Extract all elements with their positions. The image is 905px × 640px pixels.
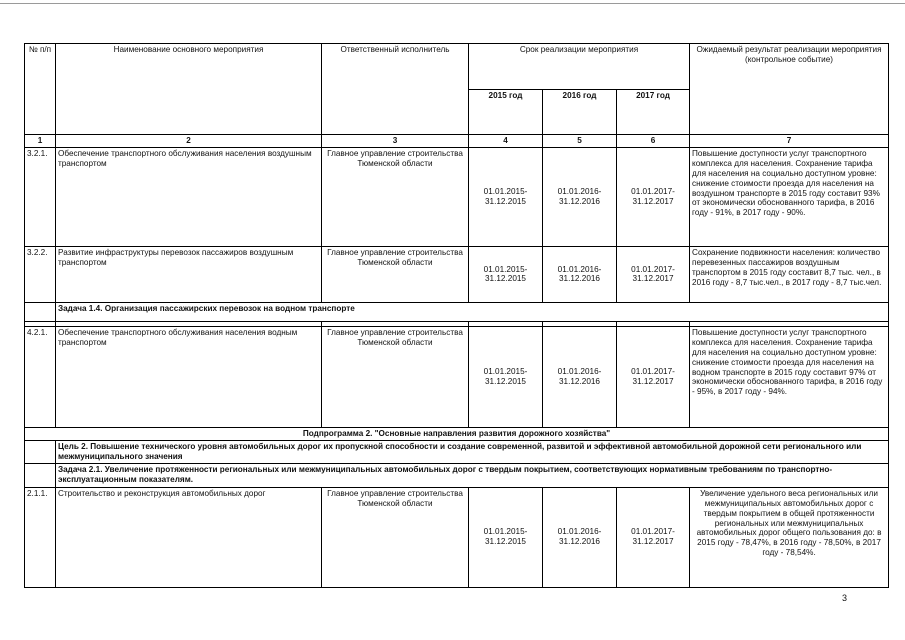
task-row xyxy=(25,463,889,487)
expected-result: Увеличение удельного веса региональных или межмуниципальных автомобильных дорог с твердым покрытием в общей протяженности региональных или межмуниципальных автомобильных дорог общего пользования до: в 2015 году - 78,47%, в 2016 году - 78,50%, в 2017 году - 78,54%. xyxy=(690,487,889,587)
header-num: № п/п xyxy=(25,44,56,135)
period-2016: 01.01.2016-31.12.2016 xyxy=(543,487,617,587)
activity-name: Обеспечение транспортного обслуживания населения воздушным транспортом xyxy=(56,147,322,246)
header-period: Срок реализации мероприятия xyxy=(469,44,690,90)
activity-name: Обеспечение транспортного обслуживания населения водным транспортом xyxy=(56,326,322,427)
row-number: 4.2.1. xyxy=(25,326,56,427)
header-2016: 2016 год xyxy=(543,90,617,135)
scan-artifact-line xyxy=(0,3,905,4)
col-number-7: 7 xyxy=(690,135,889,148)
table-row xyxy=(25,487,889,587)
expected-result: Сохранение подвижности населения: количество перевезенных пассажиров воздушным транспортом в 2015 году составит 8,7 тыс. чел., в 2016 году - 8,7 тыс.чел., в 2017 году - 8,7 тыс.чел. xyxy=(690,246,889,302)
period-2016: 01.01.2016-31.12.2016 xyxy=(543,246,617,302)
period-2017: 01.01.2017-31.12.2017 xyxy=(617,487,690,587)
period-2015: 01.01.2015-31.12.2015 xyxy=(469,246,543,302)
col-number-1: 1 xyxy=(25,135,56,148)
col-number-5: 5 xyxy=(543,135,617,148)
expected-result: Повышение доступности услуг транспортного комплекса для населения. Сохранение тарифа для населения на социально доступном уровне: снижение стоимости проезда для населения на воздушном транспорте в 2015 году составит 93% от экономически обоснованного тарифа, в 2016 году - 91%, в 2017 году - 90%. xyxy=(690,147,889,246)
period-2016: 01.01.2016-31.12.2016 xyxy=(543,147,617,246)
table-row xyxy=(25,326,889,427)
period-2017: 01.01.2017-31.12.2017 xyxy=(617,147,690,246)
expected-result: Повышение доступности услуг транспортного комплекса для населения. Сохранение тарифа для населения на социально доступном уровне: снижение стоимости проезда для населения на водном транспорте в 2015 году составит 97% от экономически обоснованного тарифа, в 2016 году - 95%, в 2017 году - 94%. xyxy=(690,326,889,427)
activity-name: Развитие инфраструктуры перевозок пассажиров воздушным транспортом xyxy=(56,246,322,302)
executor: Главное управление строительства Тюменской области xyxy=(322,487,469,587)
period-2016: 01.01.2016-31.12.2016 xyxy=(543,326,617,427)
activities-table xyxy=(24,43,889,588)
header-name: Наименование основного мероприятия xyxy=(56,44,322,135)
executor: Главное управление строительства Тюменской области xyxy=(322,326,469,427)
period-2017: 01.01.2017-31.12.2017 xyxy=(617,326,690,427)
table-row xyxy=(25,147,889,246)
col-number-6: 6 xyxy=(617,135,690,148)
row-number: 3.2.2. xyxy=(25,246,56,302)
col-number-3: 3 xyxy=(322,135,469,148)
period-2017: 01.01.2017-31.12.2017 xyxy=(617,246,690,302)
col-number-4: 4 xyxy=(469,135,543,148)
period-2015: 01.01.2015-31.12.2015 xyxy=(469,326,543,427)
header-executor: Ответственный исполнитель xyxy=(322,44,469,135)
period-2015: 01.01.2015-31.12.2015 xyxy=(469,147,543,246)
row-number: 2.1.1. xyxy=(25,487,56,587)
table-row xyxy=(25,246,889,302)
task-title: Задача 1.4. Организация пассажирских перевозок на водном транспорте xyxy=(56,302,889,321)
row-number: 3.2.1. xyxy=(25,147,56,246)
task-title: Задача 2.1. Увеличение протяженности региональных или межмуниципальных автомобильных дорог с твердым покрытием, соответствующих нормативным требованиям по транспортно-эксплуатационным показателям. xyxy=(56,463,889,487)
activity-name: Строительство и реконструкция автомобильных дорог xyxy=(56,487,322,587)
header-2017: 2017 год xyxy=(617,90,690,135)
goal-row xyxy=(25,440,889,463)
header-result: Ожидаемый результат реализации мероприятия (контрольное событие) xyxy=(690,44,889,135)
header-2015: 2015 год xyxy=(469,90,543,135)
executor: Главное управление строительства Тюменской области xyxy=(322,147,469,246)
subprogram-title: Подпрограмма 2. "Основные направления развития дорожного хозяйства" xyxy=(25,427,889,440)
col-number-2: 2 xyxy=(56,135,322,148)
subprogram-row xyxy=(25,427,889,440)
page-number: 3 xyxy=(842,593,848,603)
period-2015: 01.01.2015-31.12.2015 xyxy=(469,487,543,587)
task-row xyxy=(25,302,889,321)
executor: Главное управление строительства Тюменской области xyxy=(322,246,469,302)
goal-title: Цель 2. Повышение технического уровня автомобильных дорог их пропускной способности и создание современной, развитой и эффективной автомобильной дорожной сети регионального или межмуниципального значения xyxy=(56,440,889,463)
